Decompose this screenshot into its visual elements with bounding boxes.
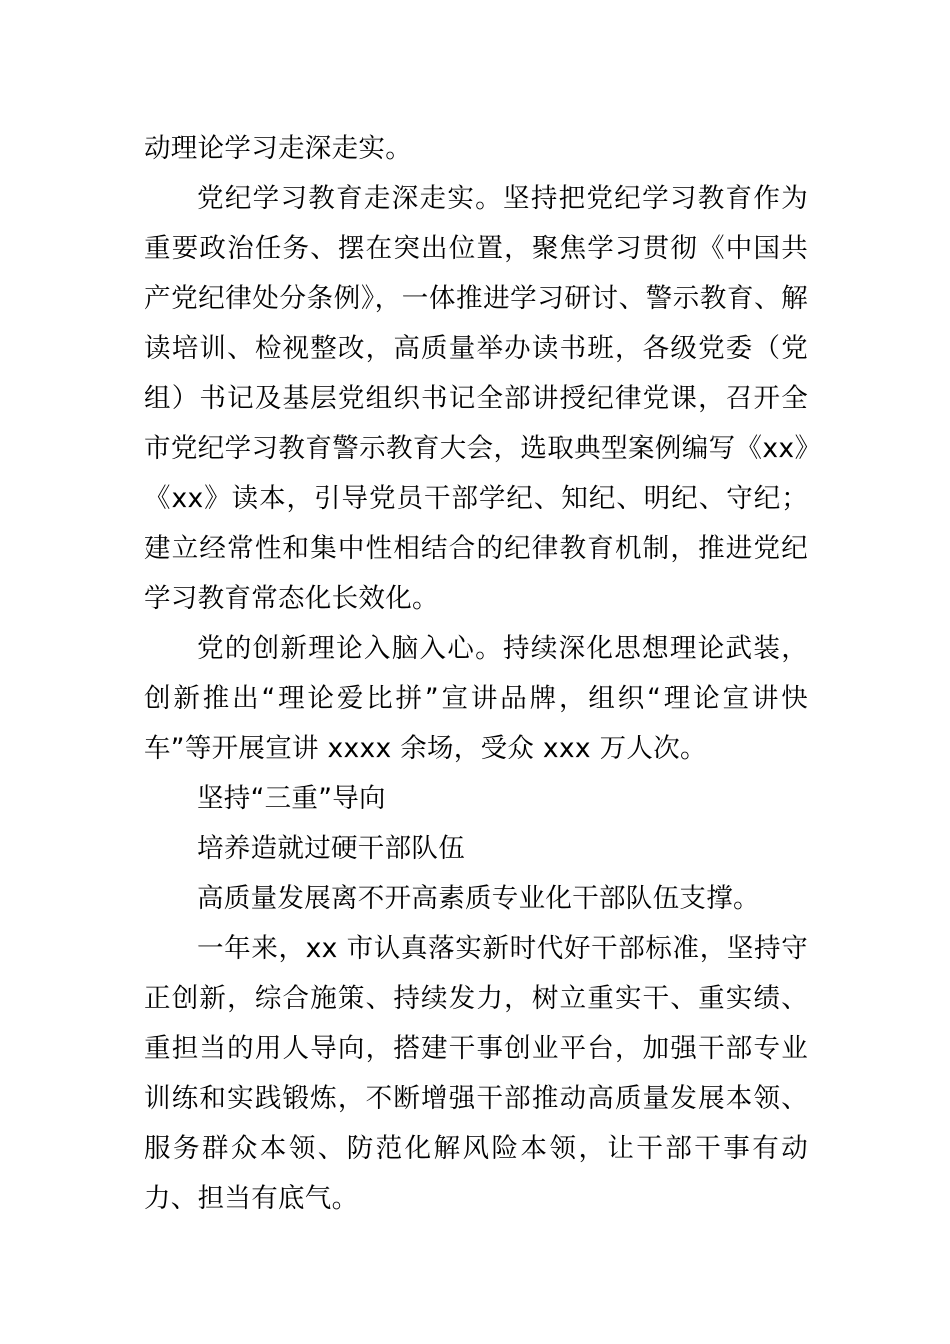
paragraph-year-review: 一年来，xx 市认真落实新时代好干部标准，坚持守正创新，综合施策、持续发力，树立重实干、重实绩、重担当的用人导向，搭建干事创业平台，加强干部专业训练和实践锻炼，不断增强干部推动高质量发展本领、服务群众本领、防范化解风险本领，让干部干事有动力、担当有底气。	[144, 933, 808, 1214]
section-heading-three-emphases: 坚持“三重”导向	[197, 783, 386, 814]
paragraph-continuation: 动理论学习走深走实。	[144, 133, 412, 164]
paragraph-high-quality-development: 高质量发展离不开高素质专业化干部队伍支撑。	[197, 883, 760, 914]
document-body	[144, 124, 808, 1224]
paragraph-innovative-theory: 党的创新理论入脑入心。持续深化思想理论武装，创新推出“理论爱比拼”宣讲品牌，组织“理论宣讲快车”等开展宣讲 xxxx 余场，受众 xxx 万人次。	[144, 633, 808, 764]
paragraph-party-discipline-education: 党纪学习教育走深走实。坚持把党纪学习教育作为重要政治任务、摆在突出位置，聚焦学习贯彻《中国共产党纪律处分条例》，一体推进学习研讨、警示教育、解读培训、检视整改，高质量举办读书班，各级党委（党组）书记及基层党组织书记全部讲授纪律党课，召开全市党纪学习教育警示教育大会，选取典型案例编写《xx》《xx》读本，引导党员干部学纪、知纪、明纪、守纪；建立经常性和集中性相结合的纪律教育机制，推进党纪学习教育常态化长效化。	[144, 183, 808, 614]
section-subheading-cadre-team: 培养造就过硬干部队伍	[197, 833, 465, 864]
